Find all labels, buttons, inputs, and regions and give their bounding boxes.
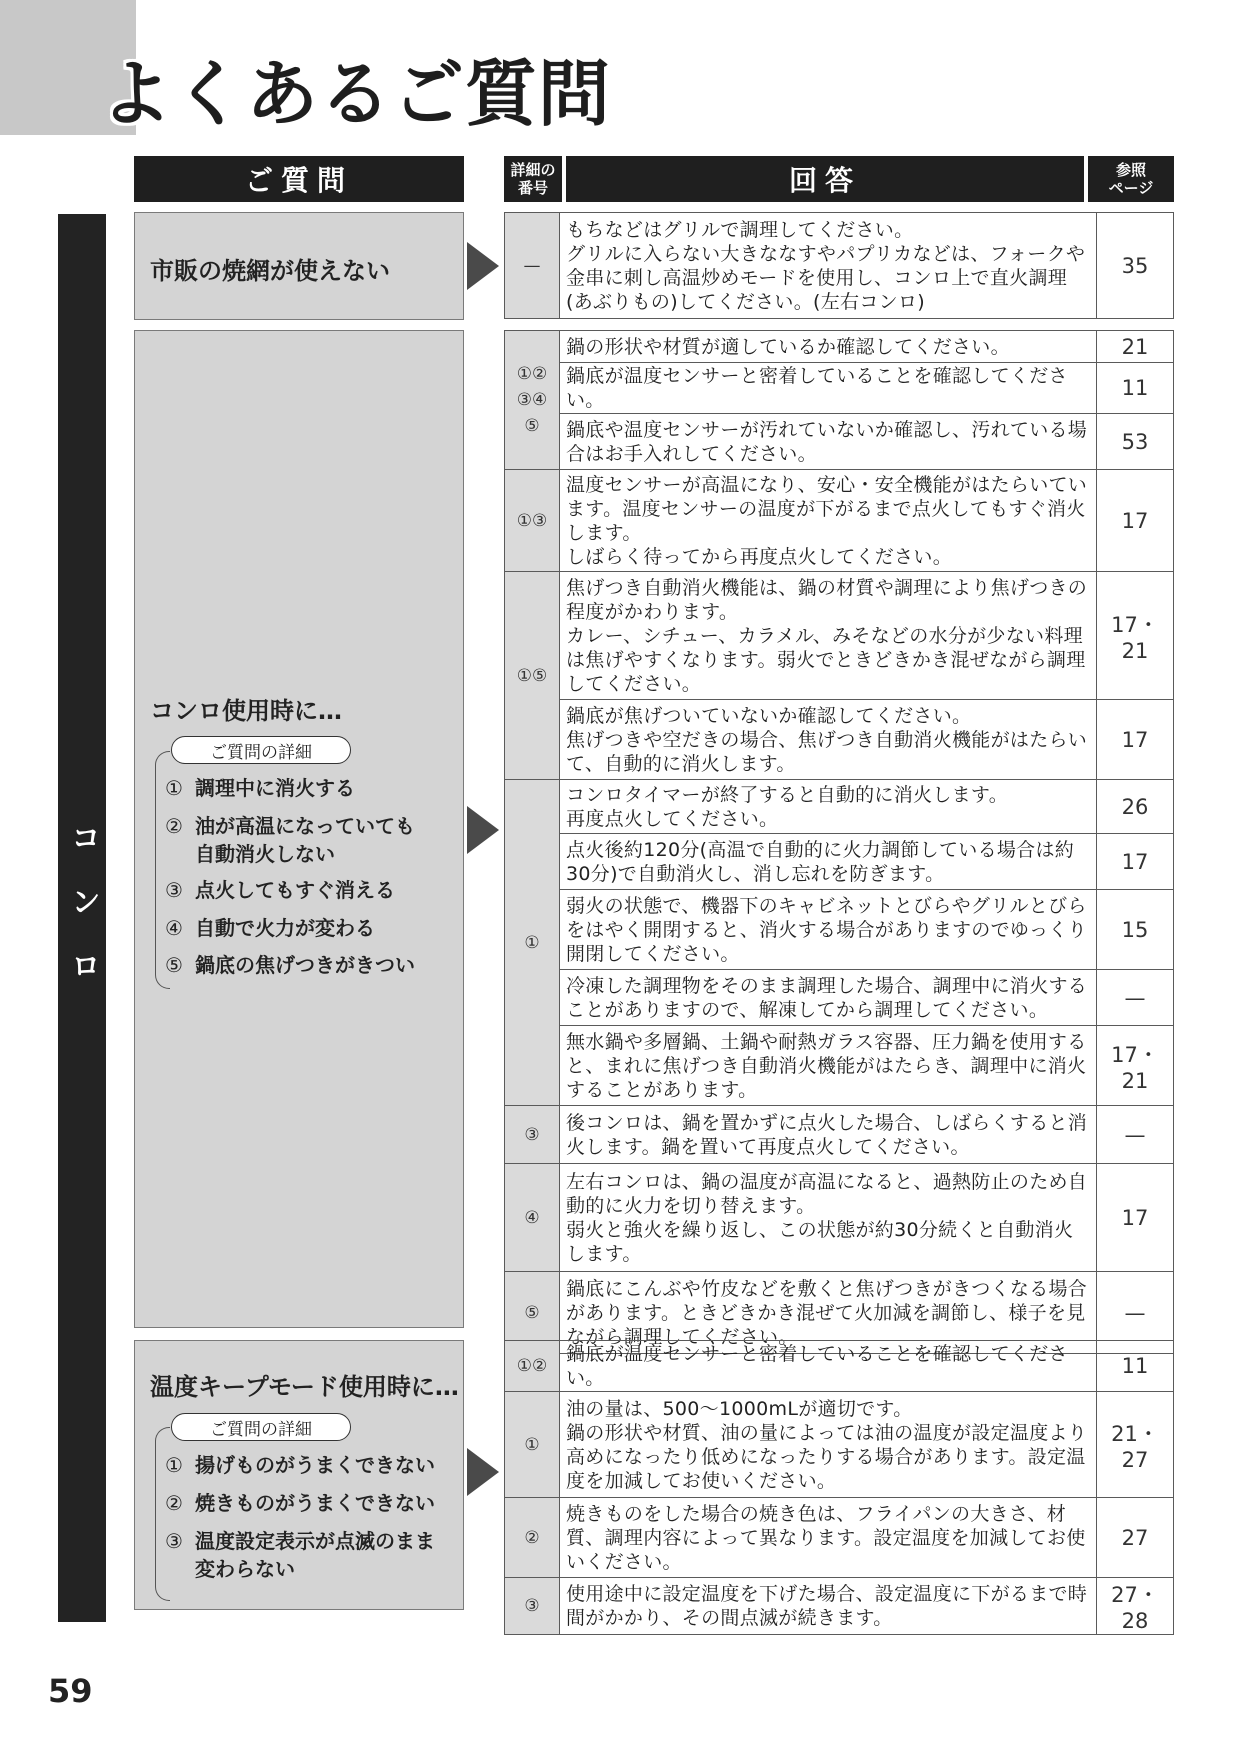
answer-table-3	[504, 1340, 1174, 1635]
detail-number: ①	[505, 780, 560, 1106]
answer-text: 無水鍋や多層鍋、土鍋や耐熱ガラス容器、圧力鍋を使用すると、まれに焦げつき自動消火機能がはたらき、調理中に消火することがあります。	[560, 1026, 1097, 1106]
detail-number: —	[505, 213, 560, 319]
page-title: よくあるご質問	[100, 52, 612, 136]
answer-text: 鍋底が温度センサーと密着していることを確認してください。	[560, 363, 1097, 414]
answer-text: 焦げつき自動消火機能は、鍋の材質や調理により焦げつきの程度がかわります。 カレー、シチュー、カラメル、みそなどの水分が少ない料理は焦げやすくなります。弱火でときどきかき混ぜながら調理してください。	[560, 572, 1097, 700]
ref-page: —	[1097, 1106, 1174, 1164]
side-tab-label: コンロ	[65, 822, 100, 1014]
question-box-konro-use	[134, 330, 464, 1328]
table-row	[505, 331, 1174, 363]
ref-page: 17・21	[1097, 1026, 1174, 1106]
detail-number: ③	[505, 1106, 560, 1164]
detail-item-5: ⑤ 鍋底の焦げつきがきつい	[165, 953, 415, 977]
answer-text: コンロタイマーが終了すると自動的に消火します。 再度点火してください。	[560, 780, 1097, 834]
header-detail-no-line1: 詳細の	[510, 161, 556, 179]
ref-page: 21	[1097, 331, 1174, 363]
ref-page: 17	[1097, 700, 1174, 780]
side-tab-konro	[58, 214, 106, 1622]
question-box-temp-keep	[134, 1340, 464, 1610]
detail-number: ⑤	[505, 1272, 560, 1354]
answer-text: 鍋底や温度センサーが汚れていないか確認し、汚れている場合はお手入れしてください。	[560, 414, 1097, 470]
table-row	[505, 1164, 1174, 1272]
detail-number: ②	[505, 1498, 560, 1578]
page-number: 59	[48, 1672, 93, 1710]
detail-item-4: ④ 自動で火力が変わる	[165, 916, 375, 940]
ref-page: —	[1097, 1272, 1174, 1354]
answer-text: 鍋底が温度センサーと密着していることを確認してください。	[560, 1341, 1097, 1392]
header-answer: 回答	[566, 156, 1084, 202]
header-ref-page-line1: 参照	[1115, 161, 1146, 179]
answer-text: 後コンロは、鍋を置かずに点火した場合、しばらくすると消火します。鍋を置いて再度点火してください。	[560, 1106, 1097, 1164]
ref-page: 53	[1097, 414, 1174, 470]
details-label: ご質問の詳細	[171, 736, 351, 764]
answer-text: 焼きものをした場合の焼き色は、フライパンの大きさ、材質、調理内容によって異なります。設定温度を加減してお使いください。	[560, 1498, 1097, 1578]
ref-page: 17	[1097, 834, 1174, 890]
table-row	[505, 1026, 1174, 1106]
answer-table-1	[504, 212, 1174, 319]
table-row	[505, 1578, 1174, 1635]
arrow-right-icon	[467, 806, 499, 854]
answer-text: 鍋の形状や材質が適しているか確認してください。	[560, 331, 1097, 363]
table-row	[505, 780, 1174, 834]
table-row	[505, 414, 1174, 470]
ref-page: 17	[1097, 1164, 1174, 1272]
question-title: 温度キープモード使用時に…	[150, 1373, 459, 1401]
header-detail-no-line2: 番号	[517, 179, 548, 197]
table-row	[505, 970, 1174, 1026]
answer-text: 油の量は、500〜1000mLが適切です。 鍋の形状や材質、油の量によっては油の温度が設定温度より高めになったり低めになったりする場合があります。設定温度を加減してお使いください。	[560, 1392, 1097, 1498]
ref-page: 27・28	[1097, 1578, 1174, 1635]
ref-page: 35	[1097, 213, 1174, 319]
answer-text-content: もちなどはグリルで調理してください。 グリルに入らない大きななすやパプリカなどは、フォークや金串に刺し高温炒めモードを使用し、コンロ上で直火調理(あぶりもの)してください。(左右コンロ)	[566, 218, 1086, 313]
table-row	[505, 834, 1174, 890]
details-label: ご質問の詳細	[171, 1413, 351, 1441]
ref-page: 17	[1097, 470, 1174, 572]
ref-page: —	[1097, 970, 1174, 1026]
ref-page: 21・27	[1097, 1392, 1174, 1498]
ref-page: 27	[1097, 1498, 1174, 1578]
detail-number: ④	[505, 1164, 560, 1272]
answer-text: 点火後約120分(高温で自動的に火力調節している場合は約30分)で自動消火し、消し忘れを防ぎます。	[560, 834, 1097, 890]
detail-number: ①⑤	[505, 572, 560, 780]
ref-page: 17・21	[1097, 572, 1174, 700]
header-ref-page	[1088, 156, 1174, 202]
detail-number: ①	[505, 1392, 560, 1498]
detail-item-1: ① 揚げものがうまくできない	[165, 1453, 435, 1477]
question-title: 市販の焼網が使えない	[150, 257, 390, 285]
arrow-right-icon	[467, 242, 499, 290]
table-row	[505, 700, 1174, 780]
answer-text: 冷凍した調理物をそのまま調理した場合、調理中に消火することがありますので、解凍してから調理してください。	[560, 970, 1097, 1026]
question-box-grill-net	[134, 212, 464, 320]
answer-table-2	[504, 330, 1174, 1354]
header-ref-page-line2: ページ	[1108, 179, 1154, 197]
ref-page: 11	[1097, 363, 1174, 414]
detail-item-1: ① 調理中に消火する	[165, 776, 355, 800]
detail-number: ①③	[505, 470, 560, 572]
answer-text: 温度センサーが高温になり、安心・安全機能がはたらいています。温度センサーの温度が下がるまで点火してもすぐ消火します。 しばらく待ってから再度点火してください。	[560, 470, 1097, 572]
question-title: コンロ使用時に…	[150, 697, 342, 725]
table-row	[505, 1341, 1174, 1392]
detail-item-2: ② 焼きものがうまくできない	[165, 1491, 435, 1515]
table-row	[505, 363, 1174, 414]
header-detail-no	[504, 156, 562, 202]
header-question: ご質問	[134, 156, 464, 202]
answer-text: 左右コンロは、鍋の温度が高温になると、過熱防止のため自動的に火力を切り替えます。 弱火と強火を繰り返し、この状態が約30分続くと自動消火します。	[560, 1164, 1097, 1272]
detail-number: ①② ③④ ⑤	[505, 331, 560, 470]
answer-text: 弱火の状態で、機器下のキャビネットとびらやグリルとびらをはやく開閉すると、消火する場合がありますのでゆっくり開閉してください。	[560, 890, 1097, 970]
detail-item-2: ② 油が高温になっていても 自動消火しない	[165, 814, 415, 866]
ref-page: 26	[1097, 780, 1174, 834]
table-row	[505, 572, 1174, 700]
table-row	[505, 213, 1174, 319]
table-row	[505, 470, 1174, 572]
table-row	[505, 1392, 1174, 1498]
detail-item-3: ③ 点火してもすぐ消える	[165, 878, 395, 902]
ref-page: 15	[1097, 890, 1174, 970]
answer-text: 鍋底にこんぶや竹皮などを敷くと焦げつきがきつくなる場合があります。ときどきかき混ぜて火加減を調節し、様子を見ながら調理してください。	[560, 1272, 1097, 1354]
detail-number: ①②	[505, 1341, 560, 1392]
detail-number: ③	[505, 1578, 560, 1635]
table-row	[505, 1498, 1174, 1578]
answer-text	[560, 213, 1097, 319]
table-row	[505, 890, 1174, 970]
answer-text: 鍋底が焦げついていないか確認してください。 焦げつきや空だきの場合、焦げつき自動消火機能がはたらいて、自動的に消火します。	[560, 700, 1097, 780]
arrow-right-icon	[467, 1448, 499, 1496]
detail-item-3: ③ 温度設定表示が点滅のまま 変わらない	[165, 1529, 435, 1581]
answer-text: 使用途中に設定温度を下げた場合、設定温度に下がるまで時間がかかり、その間点滅が続きます。	[560, 1578, 1097, 1635]
table-row	[505, 1106, 1174, 1164]
ref-page: 11	[1097, 1341, 1174, 1392]
